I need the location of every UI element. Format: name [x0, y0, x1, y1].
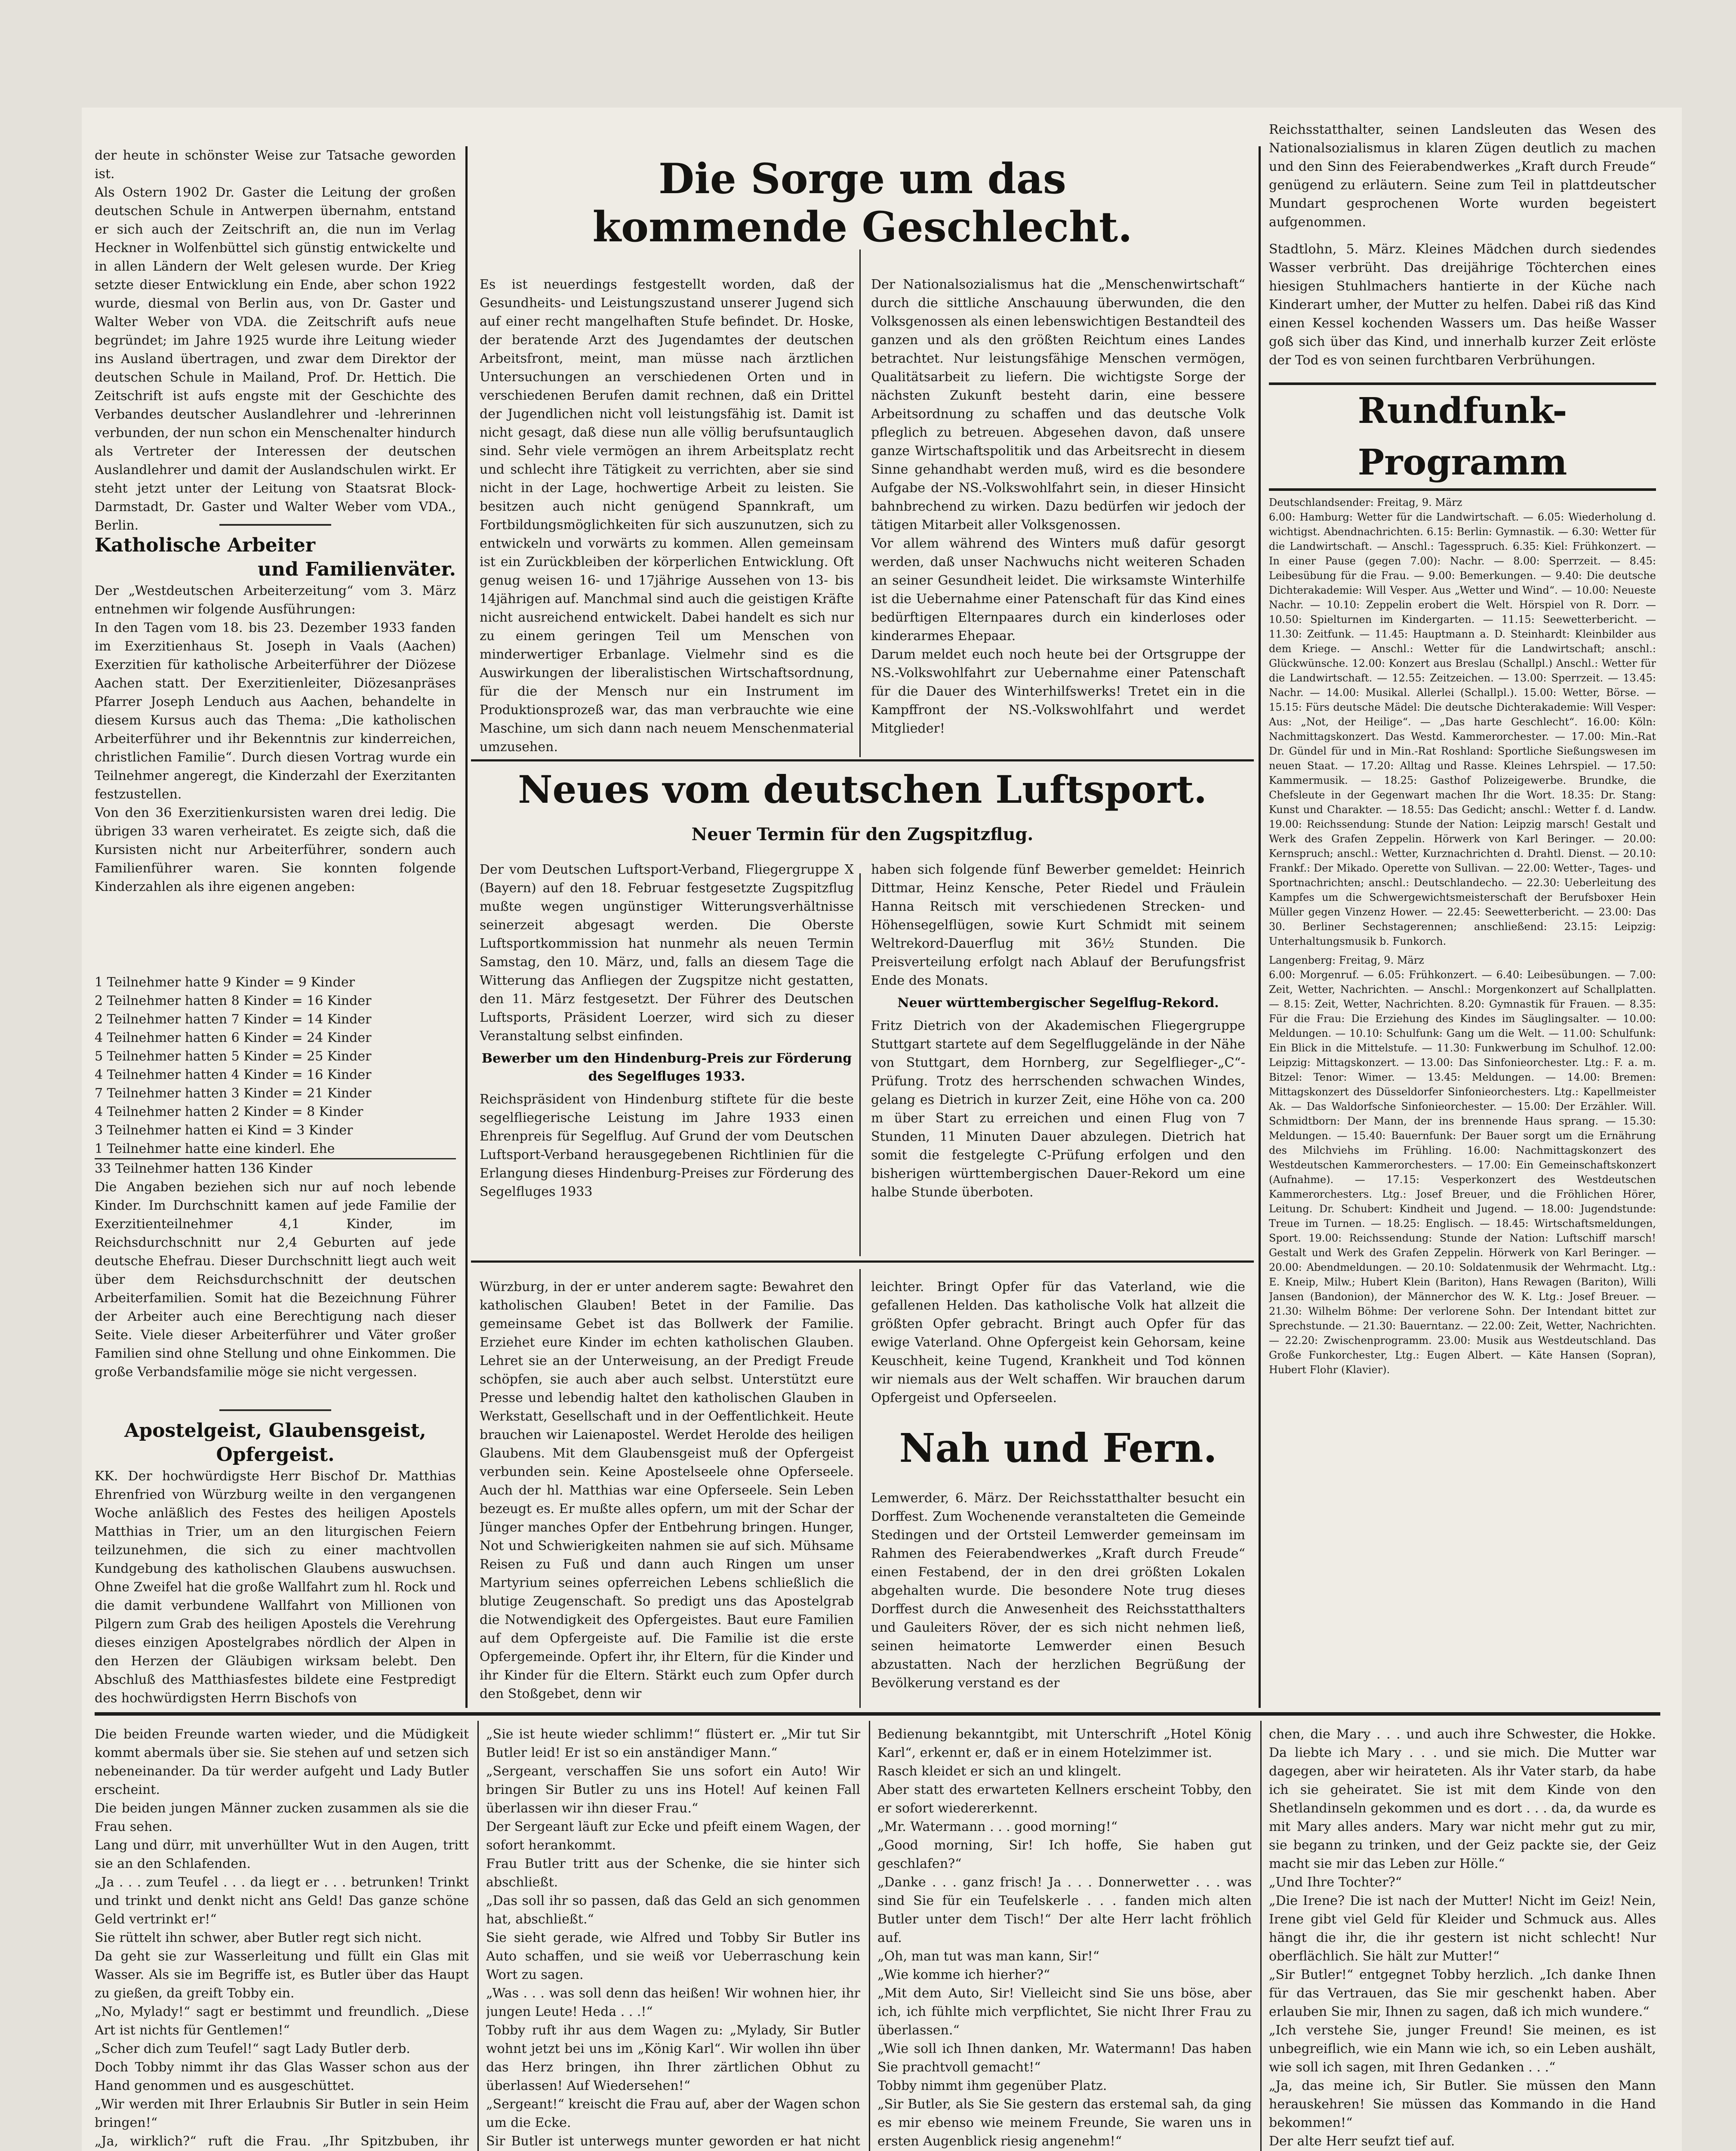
segelflug-rekord-body: Fritz Dietrich von der Akademischen Fliegergruppe Stuttgart startete auf dem Segelfluggelände in der Nähe von Stuttgart, dem Hornberg, zur Segelflieger-„C“-Prüfung. Trotz des herrschenden schwachen Windes, gelang es Dietrich in kurzer Zeit, eine Höhe von ca. 200 m über Start zu erreichen und einen Flug von 7 Stunden, 11 Minuten Dauer abzulegen. Dietrich hat somit die festgelegte C-Prüfung erfolgen und den bisherigen württembergischen Dauer-Rekord um eine halbe Stunde überboten. — [871, 1018, 1245, 1200]
column-3 — [1269, 120, 1656, 1708]
feuilleton-rule-2 — [869, 1721, 870, 2151]
hindenburg-preis-body: Reichspräsident von Hindenburg stiftete für die beste segelfliegerische Leistung im Jahre 1933 einen Ehrenpreis für Segelflug. Auf Grund der vom Deutschen Luftsport-Verband herausgegebenen Richtlinien für die Erlangung dieses Hindenburg-Preises zur Förderung des Segelfluges 1933 — [480, 1092, 854, 1199]
apostelgeist-body: KK. Der hochwürdigste Herr Bischof Dr. Matthias Ehrenfried von Würzburg weilte in den vergangenen Woche anläßlich des Festes des heiligen Apostels Matthias in Trier, um an den liturgischen Feiern teilzunehmen, die sich zu einer machtvollen Kundgebung des katholischen Glaubens auswuchsen. Ohne Zweifel hat die große Wallfahrt zum hl. Rock und die damit verbundene Wallfahrt von Millionen von Pilgern zum Grab des heiligen Apostels die Verehrung dieses einzigen Apostelgrabes nördlich der Alpen in den Herzen der Gläubigen wirksam belebt. Den Abschluß des Matthiasfestes bildete eine Festpredigt des hochwürdigsten Herrn Bischofs von — [95, 1469, 456, 1706]
tally-row: 2 Teilnehmer hatten 8 Kinder = 16 Kinder — [95, 993, 372, 1008]
newspaper-sheet — [82, 108, 1682, 2151]
feuilleton-rule-3 — [1260, 1721, 1262, 2151]
column-rule-1 — [465, 146, 468, 1708]
tally-row: 4 Teilnehmer hatten 2 Kinder = 8 Kinder — [95, 1104, 363, 1119]
vda-article-continuation: der heute in schönster Weise zur Tatsache geworden ist. Als Ostern 1902 Dr. Gaster die Leitung der großen deutschen Schule in Antwerpen übernahm, entstand er sich auch der Zeitschrift an, die nun im Verlag Heckner in Wolfenbüttel sich günstig entwickelte und in allen Ländern der Welt gelesen wurde. Der Krieg setzte dieser Entwicklung ein Ende, aber schon 1922 wurde, diesmal von Berlin aus, von Dr. Gaster und Walter Weber von VDA. die Zeitschrift aufs neue begründet; im Jahre 1925 wurde ihre Leitung wieder ins Ausland übertragen, und zwar dem Direktor der deutschen Schule in Mailand, Prof. Dr. Hettich. Die Zeitschrift ist aufs engste mit der Geschichte des Verbandes deutscher Auslandlehrer und -lehrerinnen verbunden, der nun schon ein Menschenalter hindurch als Vertreter der Interessen der deutschen Auslandlehrer und damit der Auslandschulen wirkt. Er steht jetzt unter der Leitung von Staatsrat Block-Darmstadt, Dr. Gaster und Walter Weber vom VDA., Berlin. — [95, 148, 456, 533]
bischof-predigt-body: Würzburg, in der er unter anderem sagte: Bewahret den katholischen Glauben! Betet in der Familie. Das gemeinsame Gebet ist das Bollwerk der Familie. Erziehet eure Kinder im echten katholischen Glauben. Lehret sie an der Unterweisung, an der Predigt Freude schöpfen, sie auch aber auch selbst. Unterstützt eure Presse und lebendig haltet den katholischen Glauben in Werkstatt, Gesellschaft und in der Oeffentlichkeit. Heute brauchen wir Laienapostel. Werdet Herolde des heiligen Glaubens. Mit dem Glaubensgeist muß der Opfergeist verbunden sein. Keine Apostelseele ohne Opferseele. Auch der hl. Matthias war eine Opferseele. Sein Leben bezeugt es. Er mußte alles opfern, um mit der Schar der Jünger manches Opfer der Entbehrung bringen. Hunger, Not und Schwierigkeiten nahmen sie auf sich. Mühsame Reisen zu Fuß und dann auch Ringen um unser Martyrium seines opferreichen Lebens schließlich die blutige Zeugenschaft. So predigt uns das Apostelgrab die Notwendigkeit des Opfergeistes. Baut eure Familien auf dem Opfergeiste auf. Die Familie ist die erste Opfergemeinde. Opfert ihr, ihr Eltern, für die Kinder und ihr Kinder für die Eltern. Stärkt euch zum Opfer durch den Stoßgebet, denn wir — [480, 1279, 854, 1701]
feuilleton-text: chen, die Mary . . . und auch ihre Schwester, die Hokke. Da liebte ich Mary . . . und sie mich. Die Mutter war dagegen, aber wir heirateten. Als ihr Vater starb, da habe ich sie geheiratet. Sie ist mit dem Kinde von den Shetlandinseln gekommen und es dort . . . da, da wurde es mit Mary alles anders. Mary war nicht mehr gut zu mir, sie begann zu trinken, und der Geiz packte sie, der Geiz macht sie mir das Leben zur Hölle.“ „Und Ihre Tochter?“ „Die Irene? Die ist nach der Mutter! Nicht im Geiz! Nein, Irene gibt viel Geld für Kleider und Schmuck aus. Alles hängt die ihr, die ihr gestern ist nicht schlecht! Nur oberflächlich. Sie hält zur Mutter!“ „Sir Butler!“ entgegnet Tobby herzlich. „Ich danke Ihnen für das Vertrauen, das Sie mir geschenkt haben. Aber erlauben Sie mir, Ihnen zu sagen, daß ich mich wundere.“ „Ich verstehe Sie, junger Freund! Sie meinen, es ist unbegreiflich, wie ein Mann wie ich, so ein Leben aushält, wie soll ich sagen, mit Ihren Gedanken . . .“ „Ja, das meine ich, Sir Butler. Sie müssen den Mann herauskehren! Sie müssen das Kommando in die Hand bekommen!“ Der alte Herr seufzt tief auf. — [1269, 1727, 1656, 2149]
sorge-body-right: Der Nationalsozialismus hat die „Menschenwirtschaft“ durch die sittliche Anschauung überwunden, die den Volksgenossen als einen lebenswichtigen Bestandteil des ganzen und als den größten Reichtum eines Landes betrachtet. Nur leistungsfähige Menschen vermögen, Qualitätsarbeit zu liefern. Die wichtigste Sorge der nächsten Zukunft besteht darin, eine bessere Arbeitsordnung zu schaffen und das deutsche Volk pfleglich zu betreuen. Abgesehen davon, daß unsere ganze Wirtschaftspolitik und das Arbeitsrecht in diesem Sinne gehandhabt werden muß, wird es die besondere Aufgabe der NS.-Volkswohlfahrt sein, in dieser Hinsicht bahnbrechend zu wirken. Dazu bedürfen wir jedoch der tätigen Mitarbeit aller Volksgenossen. Vor allem während des Winters muß dafür gesorgt werden, daß unser Nachwuchs nicht weiteren Schaden an seiner Gesundheit leidet. Die wirksamste Winterhilfe ist die Uebernahme einer Patenschaft für das Kind eines bedürftigen Elternpaares durch ein kinderloses oder kinderarmes Ehepaar. Darum meldet euch noch heute bei der Ortsgruppe der NS.-Volkswohlfahrt zur Uebernahme einer Patenschaft für die Dauer des Winterhilfswerks! Tretet ein in die Kampffront der NS.-Volkswohlfahrt und werdet Mitglieder! — [871, 277, 1245, 736]
bewerber-body: haben sich folgende fünf Bewerber gemeldet: Heinrich Dittmar, Heinz Kensche, Peter Riedel und Fräulein Hanna Reitsch mit verschiedenen Strecken- und Höhensegelflügen, sowie Kurt Schmidt mit seinem Weltrekord-Dauerflug mit 36½ Stunden. Die Preisverteilung erfolgt nach Ablauf der Berufungsfrist Ende des Monats. — [871, 862, 1245, 988]
bischof-predigt-conclusion: leichter. Bringt Opfer für das Vaterland, wie die gefallenen Helden. Das katholische Volk hat allzeit die größten Opfer gebracht. Bringt auch Opfer für das ewige Vaterland. Ohne Opfergeist kein Gehorsam, keine Keuschheit, keine Tugend, Krankheit und Tod können wir niemals aus der Welt schaffen. Wir brauchen darum Opfergeist und Opferseelen. — [871, 1279, 1245, 1405]
feuilleton-col-2 — [486, 1725, 860, 2151]
zugspitzflug-body: Der vom Deutschen Luftsport-Verband, Fliegergruppe X (Bayern) auf den 18. Februar festgesetzte Zugspitzflug mußte wegen ungünstiger Witterungsverhältnisse seinerzeit abgesagt werden. Die Oberste Luftsportkommission hat nunmehr als neuen Termin Samstag, den 10. März, und, falls an diesem Tage die Witterung das Anfliegen der Zugspitze nicht gestatten, den 11. März festgesetzt. Der Führer des Deutschen Luftsports, Präsident Loerzer, wird sich zu dieser Veranstaltung selbst einfinden. — [480, 862, 854, 1044]
feuilleton-col-4 — [1269, 1725, 1656, 2151]
feuilleton-text: Bedienung bekanntgibt, mit Unterschrift „Hotel König Karl“, erkennt er, daß er in einem Hotelzimmer ist. Rasch kleidet er sich an und klingelt. Aber statt des erwarteten Kellners erscheint Tobby, den er sofort wiedererkennt. „Mr. Watermann . . . good morning!“ „Good morning, Sir! Ich hoffe, Sie haben gut geschlafen?“ „Danke . . . ganz frisch! Ja . . . Donnerwetter . . . was sind Sie für ein Teufelskerle . . . fanden mich alten Butler unter dem Tisch!“ Der alte Herr lacht fröhlich auf. „Oh, man tut was man kann, Sir!“ „Wie komme ich hierher?“ „Mit dem Auto, Sir! Vielleicht sind Sie uns böse, aber ich, ich fühlte mich verpflichtet, Sie nicht Ihrer Frau zu überlassen.“ „Wie soll ich Ihnen danken, Mr. Watermann! Das haben Sie prachtvoll gemacht!“ Tobby nimmt ihm gegenüber Platz. „Sir Butler, als Sie Sie gestern das erstemal sah, da ging es mir ebenso wie meinem Freunde, Sie waren uns in ersten Augenblick riesig angenehm!“ — [877, 1727, 1252, 2149]
luftsport-headline: Neues vom deutschen Luftsport. — [518, 767, 1207, 812]
katholische-arbeiter-heading: Katholische Arbeiter — [95, 534, 316, 556]
rundfunk-langenberg: Langenberg: Freitag, 9. März 6.00: Morgenruf. — 6.05: Frühkonzert. — 6.40: Leibesübungen. — 7.00: Zeit, Wetter, Nachrichten. — Anschl.: Morgenkonzert auf Schallplatten. — 8.15: Zeit, Wetter, Nachrichten. 8.20: Gymnastik für Frauen. — 8.35: Für die Frau: Die Erziehung des Kindes im Säuglingsalter. — 10.00: Meldungen. — 10.10: Schulfunk: Gang um die Welt. — 11.00: Schulfunk: Ein Blick in die Mittelstufe. — 11.30: Funkwerbung im Schulhof. 12.00: Leipzig: Mittagskonzert. — 13.00: Das Sinfonieorchester. Ltg.: F. a. m. Bitzel: Tenor: Wimer. — 13.45: Meldungen. — 14.00: Bremen: Mittagskonzert des Düsseldorfer Sinfonieorchesters. Ltg.: Kapellmeister Ak. — Das Waldorfsche Sinfonieorchester. — 15.00: Der Erzähler. Will. Schmidtborn: Der Mann, der ins brennende Haus sprang. — 15.30: Meldungen. — 15.40: Bauernfunk: Der Bauer sorgt um die Ernährung des Milchviehs im Frühling. 16.00: Nachmittagskonzert des Westdeutschen Kammerorchesters. — 17.00: Ein Gemeinschaftskonzert (Aufnahme). — 17.15: Vesperkonzert des Westdeutschen Kammerorchesters. Ltg.: Josef Breuer, und die Fröhlichen Hörer, Leitung. Dr. Schubert: Kindheit und Jugend. — 18.00: Jugendstunde: Treue im Turnen. — 18.25: Englisch. — 18.45: Wirtschaftsmeldungen, Sport. 19.00: Reichssendung: Stunde der Nation: Luftschiff marsch! Gestalt und Werk des Grafen Zeppelin. Hörwerk von Karl Beringer. — 20.00: Abendmeldungen. — 20.10: Soldatenmusik der Wehrmacht. Ltg.: E. Kneip, Milw.; Hubert Klein (Bariton), Hans Rewagen (Bariton), Willi Jansen (Bandonion), der Männerchor des W. K. Ltg.: Josef Breuer. — 21.30: Wilhelm Böhme: Der verlorene Sohn. Der Intendant bittet zur Sprechstunde. — 21.30: Bauerntanz. — 22.00: Zeit, Wetter, Nachrichten. — 22.20: Zwischenprogramm. 23.00: Musik aus Westdeutschland. Das Große Funkorchester, Ltg.: Eugen Albert. — Käte Hansen (Sopran), Hubert Flohr (Klavier). — [1269, 954, 1656, 1376]
sorge-headline: Die Sorge um das kommende Geschlecht. — [592, 154, 1133, 251]
zugspitzflug-subheading: Neuer Termin für den Zugspitzflug. — [691, 824, 1034, 844]
kinderzahl-tally — [95, 973, 456, 1178]
column-rule-2 — [1259, 146, 1261, 1708]
tally-row: 5 Teilnehmer hatten 5 Kinder = 25 Kinder — [95, 1049, 372, 1064]
tally-total-row: 33 Teilnehmer hatten 136 Kinder — [95, 1161, 313, 1176]
article-separator — [219, 524, 331, 526]
opfergeist-heading: Opfergeist. — [216, 1444, 335, 1466]
rundfunk-headline: Rundfunk-Programm — [1269, 382, 1656, 491]
feuilleton-col-1 — [95, 1725, 469, 2151]
tally-row: 4 Teilnehmer hatten 6 Kinder = 24 Kinder — [95, 1030, 372, 1045]
hindenburg-preis-subheading: Bewerber um den Hindenburg-Preis zur Förderung des Segelfluges 1933. — [481, 1051, 852, 1084]
tally-row: 3 Teilnehmer hatten ei Kind = 3 Kinder — [95, 1123, 353, 1138]
tally-row: 1 Teilnehmer hatte eine kinderl. Ehe — [95, 1140, 456, 1159]
lemwerder-article-continuation: Reichsstatthalter, seinen Landsleuten das Wesen des Nationalsozialismus in klaren Zügen deutlich zu machen und den Sinn des Feierabendwerkes „Kraft durch Freude“ genügend zu erläutern. Seine zum Teil in plattdeutscher Mundart gesprochenen Worte wurden begeistert aufgenommen. — [1269, 122, 1656, 230]
column-1 — [95, 146, 456, 1708]
segelflug-rekord-subheading: Neuer württembergischer Segelflug-Rekord. — [897, 995, 1219, 1011]
lemwerder-article: Lemwerder, 6. März. Der Reichsstatthalter besucht ein Dorffest. Zum Wochenende veranstalteten die Gemeinde Stedingen und der Ortsteil Lemwerder gemeinsam im Rahmen des Feierabendwerkes „Kraft durch Freude“ einen Festabend, der in den drei größten Lokalen abgehalten wurde. Die besondere Note trug dieses Dorffest durch die Anwesenheit des Reichsstatthalters und Gauleiters Röver, der es sich nicht nehmen ließ, seinen heimatorte Lemwerder einen Besuch abzustatten. Nach der herzlichen Begrüßung der Bevölkerung verstand es der — [871, 1491, 1245, 1691]
nah-und-fern-headline: Nah und Fern. — [899, 1425, 1217, 1471]
feuilleton-rule — [95, 1712, 1660, 1716]
feuilleton-text: Die beiden Freunde warten wieder, und die Müdigkeit kommt abermals über sie. Sie stehen auf und setzen sich nebeneinander. Da tür werder aufgeht und Lady Butler erscheint. Die beiden jungen Männer zucken zusammen als sie die Frau sehen. Lang und dürr, mit unverhüllter Wut in den Augen, tritt sie an den Schlafenden. „Ja . . . zum Teufel . . . da liegt er . . . betrunken! Trinkt und trinkt und denkt nicht ans Geld! Das ganze schöne Geld vertrinkt er!“ Sie rüttelt ihn schwer, aber Butler regt sich nicht. Da geht sie zur Wasserleitung und füllt ein Glas mit Wasser. Als sie im Begriffe ist, es Butler über das Haupt zu gießen, da greift Tobby ein. „No, Mylady!“ sagt er bestimmt und freundlich. „Diese Art ist nichts für Gentlemen!“ „Scher dich zum Teufel!“ sagt Lady Butler derb. Doch Tobby nimmt ihr das Glas Wasser schon aus der Hand genommen und es ausgeschüttet. „Wir werden mit Ihrer Erlaubnis Sir Butler in sein Heim bringen!“ „Ja, wirklich?“ ruft die Frau. „Ihr Spitzbuben, ihr — [95, 1727, 469, 2149]
tally-row: 7 Teilnehmer hatten 3 Kinder = 21 Kinder — [95, 1086, 372, 1101]
apostelgeist-heading: Apostelgeist, Glaubensgeist, — [124, 1420, 426, 1442]
feuilleton-rule-1 — [477, 1721, 479, 2151]
familienvaeter-heading: und Familienväter. — [258, 558, 456, 580]
rundfunk-deutschlandsender: Deutschlandsender: Freitag, 9. März 6.00: Hamburg: Wetter für die Landwirtschaft. — 6.05: Wiederholung d. wichtigst. Abendnachrichten. 6.15: Berlin: Gymnastik. — 6.30: Wetter für die Landwirtschaft. — Anschl.: Tagesspruch. 6.35: Kiel: Frühkonzert. — In einer Pause (gegen 7.00): Nachr. — 8.00: Sperrzeit. — 8.45: Leibesübung für die Frau. — 9.00: Bemerkungen. — 9.40: Die deutsche Dichterakademie: Will Vesper. Aus „Wetter und Wind“. — 10.00: Neueste Nachr. — 10.10: Zeppelin erobert die Welt. Hörspiel von R. Dorr. — 10.50: Spielturnen im Kindergarten. — 11.15: Seewetterbericht. — 11.30: Zeitfunk. — 11.45: Hauptmann a. D. Steinhardt: Kleinbilder aus dem Kriege. — Anschl.: Wetter für die Landwirtschaft; anschl.: Glückwünsche. 12.00: Konzert aus Breslau (Schallpl.) Anschl.: Wetter für die Landwirtschaft. — 12.55: Zeitzeichen. — 13.00: Sperrzeit. — 13.45: Nachr. — 14.00: Musikal. Allerlei (Schallpl.). 15.00: Wetter, Börse. — 15.15: Fürs deutsche Mädel: Die deutsche Dichterakademie: Will Vesper: Aus: „Not, der Heilige“. — „Das harte Geschlecht“. 16.00: Köln: Nachmittagskonzert. Das Westd. Kammerorchester. — 17.00: Min.-Rat Dr. Gündel für und in Min.-Rat Roshland: Sportliche Sießungswesen im neuen Staat. — 17.20: Alltag und Rasse. Kleines Lehrspiel. — 17.50: Kammermusik. — 18.25: Gasthof Polizeigewerbe. Brundke, die Chefsleute in der Gegenwart machen Ihr die Wort. 18.35: Dr. Stang: Kunst und Charakter. — 18.55: Das Gedicht; anschl.: Wetter f. d. Landw. 19.00: Reichssendung: Stunde der Nation: Leipzig marsch! Gestalt und Werk des Grafen Zeppelin. Hörwerk von Karl Beringer. — 20.00: Kernspruch; anschl.: Wetter, Kurznachrichten d. Drahtl. Dienst. — 20.10: Frankf.: Der Mikado. Operette von Sullivan. — 22.00: Wetter-, Tages- und Sportnachrichten; anschl.: Deutschlandecho. — 22.30: Ueberleitung des Kampfes um die Schwergewichtsmeisterschaft der Berufsboxer Hein Müller gegen Vinzenz Hower. — 22.45: Seewetterbericht. — 23.00: Das 30. Berliner Sechstagerennen; anschließend: 23.15: Leipzig: Unterhaltungsmusik b. Funkorch. — [1269, 496, 1656, 947]
feuilleton-col-3 — [877, 1725, 1252, 2151]
tally-row: 1 Teilnehmer hatte 9 Kinder = 9 Kinder — [95, 975, 355, 990]
article-separator — [219, 1409, 331, 1411]
stadtlohn-article: Stadtlohn, 5. März. Kleines Mädchen durch siedendes Wasser verbrüht. Das dreijährige Töchterchen eines hiesigen Stuhlmachers hantierte in der Küche nach Kinderart umher, der Mutter zu helfen. Dabei riß das Kind einen Kessel kochenden Wassers um. Das heiße Wasser goß sich über das Kind, und innerhalb kurzer Zeit erlöste der Tod es von seinen furchtbaren Verbrühungen. — [1269, 242, 1656, 368]
sorge-body-left: Es ist neuerdings festgestellt worden, daß der Gesundheits- und Leistungszustand unserer Jugend sich auf einer recht mangelhaften Stufe befindet. Dr. Hoske, der beratende Arzt des Jugendamtes der deutschen Arbeitsfront, meint, man müsse nach ärztlichen Untersuchungen an verschiedenen Orten und in verschiedenen Berufen damit rechnen, daß ein Drittel der Jugendlichen nicht voll leistungsfähig ist. Damit ist nicht gesagt, daß diese nun alle völlig berufsuntauglich sind. Sehr viele vermögen an ihrem Arbeitsplatz recht und schlecht ihre Tätigkeit zu verrichten, aber sie sind nicht in der Lage, hochwertige Arbeit zu leisten. Sie besitzen auch nicht genügend Spannkraft, um Fortbildungsmöglichkeiten für sich auszunutzen, sich zu entwickeln und vorwärts zu kommen. Allen gemeinsam ist ein Zurückbleiben der körperlichen Entwicklung. Oft genug weisen 16- und 17jährige Aussehen von 13- bis 14jährigen auf. Manchmal sind auch die geistigen Kräfte nicht ausreichend entwickelt. Dabei handelt es sich nur zu einem geringen Teil um Menschen von minderwertiger Erbanlage. Vielmehr sind es die Auswirkungen der liberalistischen Wirtschaftsordnung, für die der Mensch nur ein Instrument im Produktionsprozeß war, das man verbrauchte wie eine Maschine, um sich dann nach neuem Menschenmaterial umzusehen. — [480, 277, 854, 755]
tally-row: 2 Teilnehmer hatten 7 Kinder = 14 Kinder — [95, 1012, 372, 1027]
tally-row: 4 Teilnehmer hatten 4 Kinder = 16 Kinder — [95, 1067, 372, 1082]
column-2 — [471, 146, 1254, 1708]
feuilleton-text: „Sie ist heute wieder schlimm!“ flüstert er. „Mir tut Sir Butler leid! Er ist so ein anständiger Mann.“ „Sergeant, verschaffen Sie uns sofort ein Auto! Wir bringen Sir Butler zu uns ins Hotel! Auf keinen Fall überlassen wir ihn dieser Frau.“ Der Sergeant läuft zur Ecke und pfeift einem Wagen, der sofort herankommt. Frau Butler tritt aus der Schenke, die sie hinter sich abschließt. „Das soll ihr so passen, daß das Geld an sich genommen hat, abschließt.“ Sie sieht gerade, wie Alfred und Tobby Sir Butler ins Auto schaffen, und sie weiß vor Ueberraschung kein Wort zu sagen. „Was . . . was soll denn das heißen! Wir wohnen hier, ihr jungen Leute! Heda . . .!“ Tobby ruft ihr aus dem Wagen zu: „Mylady, Sir Butler wohnt jetzt bei uns im „König Karl“. Wir wollen ihn über das Herz bringen, ihn Ihrer zärtlichen Obhut zu überlassen! Auf Wiedersehen!“ „Sergeant!“ kreischt die Frau auf, aber der Wagen schon um die Ecke. Sir Butler ist unterwegs munter geworden er hat nicht — [486, 1727, 860, 2149]
katholische-arbeiter-body: Der „Westdeutschen Arbeiterzeitung“ vom 3. März entnehmen wir folgende Ausführungen: In den Tagen vom 18. bis 23. Dezember 1933 fanden im Exerzitienhaus St. Joseph in Vaals (Aachen) Exerzitien für katholische Arbeiterführer der Diözese Aachen statt. Der Exerzitienleiter, Diözesanpräses Pfarrer Joseph Lenduch aus Aachen, behandelte in diesem Kursus auch das Thema: „Die katholischen Arbeiterführer und ihr Bekenntnis zur kinderreichen, christlichen Familie“. Durch diesen Vortrag wurde ein Teilnehmer angeregt, die Kinderzahl der Exerzitanten festzustellen. Von den 36 Exerzitienkursisten waren drei ledig. Die übrigen 33 waren verheiratet. Es zeigte sich, daß die Kursisten nicht nur Arbeiterführer, sondern auch Familienführer waren. Sie konnten folgende Kinderzahlen als ihre eigenen angeben: — [95, 583, 456, 894]
kinderzahl-analysis: Die Angaben beziehen sich nur auf noch lebende Kinder. Im Durchschnitt kamen auf jede Familie der Exerzitienteilnehmer 4,1 Kinder, im Reichsdurchschnitt nur 2,4 Geburten auf jede deutsche Ehefrau. Dieser Durchschnitt liegt auch weit über dem Reichsdurchschnitt der deutschen Arbeiterfamilien. Somit hat die Bezeichnung Führer der Arbeiter auch eine Berechtigung nach dieser Seite. Viele dieser Arbeiterführer und Väter großer Familien sind ohne Stellung und ohne Einkommen. Die große Verbandsfamilie möge sie nicht vergessen. — [95, 1180, 456, 1380]
